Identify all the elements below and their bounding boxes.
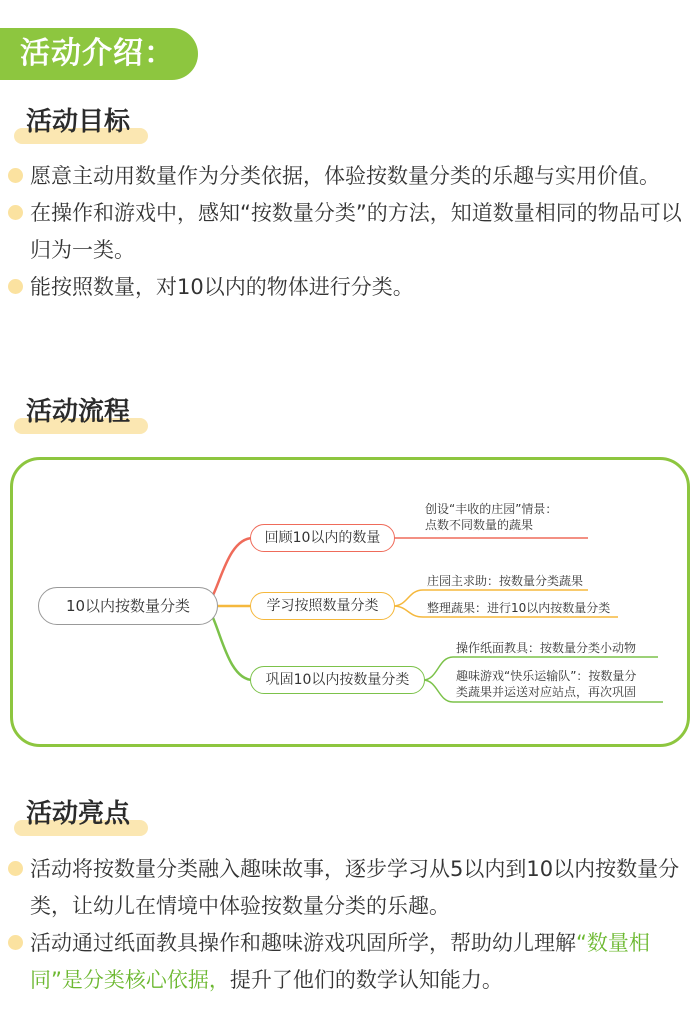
list-item: 活动将按数量分类融入趣味故事，逐步学习从5以内到10以内按数量分类，让幼儿在情境中体验按数量分类的乐趣。 (0, 851, 700, 925)
mindmap-branch-review: 回顾10以内的数量 (250, 524, 395, 552)
intro-banner: 活动介绍： (0, 28, 198, 80)
mindmap-leaf: 创设“丰收的庄园”情景： 点数不同数量的蔬果 (425, 502, 558, 532)
goals-list (0, 158, 700, 306)
list-item: 在操作和游戏中，感知“按数量分类”的方法，知道数量相同的物品可以归为一类。 (0, 195, 700, 269)
highlights-title: 活动亮点 (22, 796, 134, 836)
highlight-text: “数量相同”是分类核心依据， (30, 931, 650, 992)
bullet-dot-icon (8, 168, 23, 183)
list-item: 能按照数量，对10以内的物体进行分类。 (0, 269, 700, 306)
bullet-dot-icon (8, 205, 23, 220)
mindmap-root: 10以内按数量分类 (38, 587, 218, 625)
bullet-dot-icon (8, 279, 23, 294)
list-item: 愿意主动用数量作为分类依据，体验按数量分类的乐趣与实用价值。 (0, 158, 700, 195)
mindmap-leaf: 整理蔬果：进行10以内按数量分类 (427, 601, 611, 615)
mindmap-branch-learn: 学习按照数量分类 (250, 592, 395, 620)
mindmap (10, 457, 690, 747)
bullet-dot-icon (8, 935, 23, 950)
bullet-dot-icon (8, 861, 23, 876)
mindmap-leaf: 趣味游戏“快乐运输队”：按数量分 类蔬果并运送对应站点，再次巩固 (456, 669, 637, 699)
highlights-list (0, 851, 700, 999)
process-title: 活动流程 (22, 394, 134, 434)
list-item: 活动通过纸面教具操作和趣味游戏巩固所学，帮助幼儿理解“数量相同”是分类核心依据，提升了他们的数学认知能力。 (0, 925, 700, 999)
mindmap-leaf: 庄园主求助：按数量分类蔬果 (427, 574, 584, 588)
goals-title: 活动目标 (22, 104, 134, 144)
mindmap-leaf: 操作纸面教具：按数量分类小动物 (456, 641, 637, 655)
mindmap-branch-consolidate: 巩固10以内按数量分类 (250, 666, 425, 694)
